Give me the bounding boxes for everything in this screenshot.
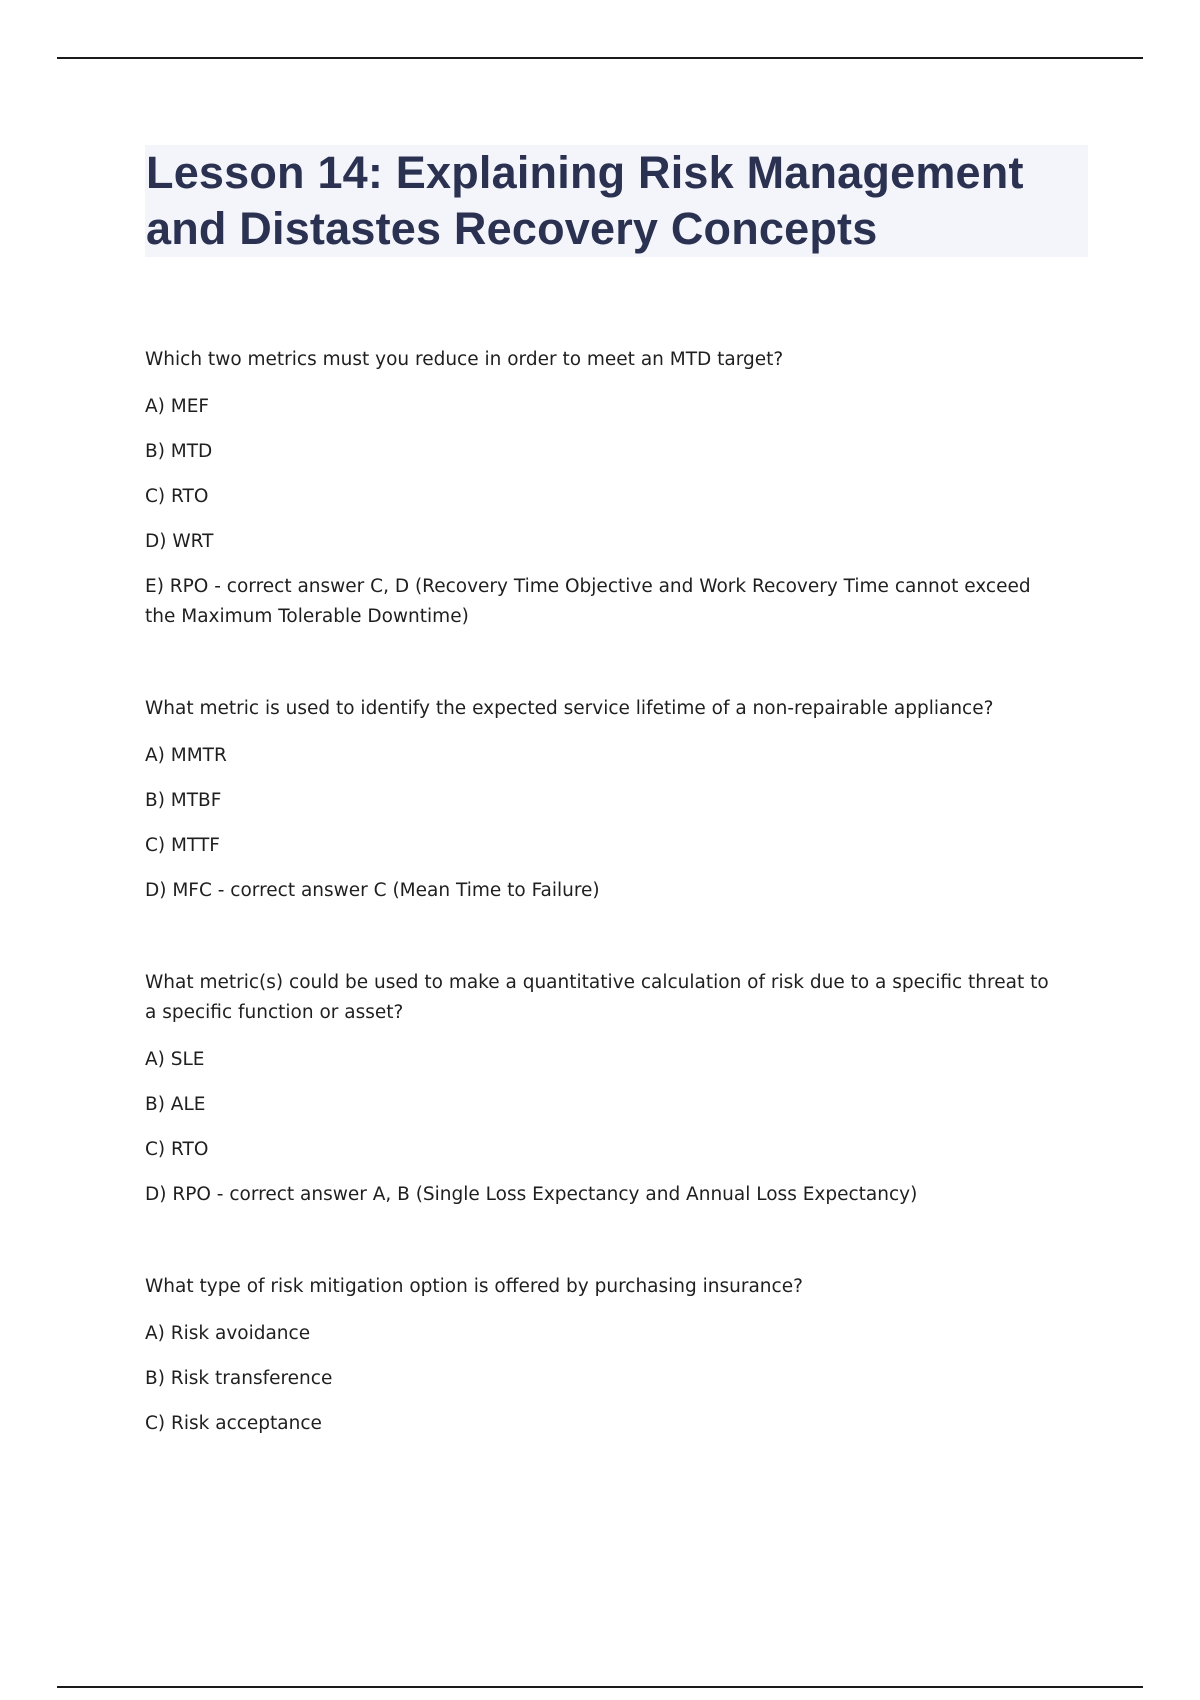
answer-option: A) Risk avoidance	[145, 1323, 311, 1344]
footer-rule	[57, 1686, 1143, 1688]
answer-option: B) MTBF	[145, 790, 222, 811]
answer-option: C) MTTF	[145, 835, 220, 856]
question-block-3	[145, 968, 1065, 1210]
answer-option: B) MTD	[145, 441, 213, 462]
answer-option: D) WRT	[145, 531, 214, 552]
header-rule	[57, 57, 1143, 59]
answer-option: A) SLE	[145, 1049, 205, 1070]
answer-option: A) MEF	[145, 396, 210, 417]
answer-option: B) Risk transference	[145, 1368, 333, 1389]
answer-option-with-answer: D) RPO - correct answer A, B (Single Loss Expectancy and Annual Loss Expectancy)	[145, 1184, 918, 1205]
question-text: What metric(s) could be used to make a quantitative calculation of risk due to a specific threat to a specific function or asset?	[145, 972, 1049, 1023]
document-body	[145, 345, 1065, 1501]
question-text: Which two metrics must you reduce in order to meet an MTD target?	[145, 349, 784, 370]
answer-option-with-answer: D) MFC - correct answer C (Mean Time to Failure)	[145, 880, 600, 901]
question-block-1	[145, 345, 1065, 632]
page-title: Lesson 14: Explaining Risk Management and Distastes Recovery Concepts	[146, 147, 1024, 254]
answer-option: A) MMTR	[145, 745, 227, 766]
question-text: What type of risk mitigation option is offered by purchasing insurance?	[145, 1276, 803, 1297]
answer-option-with-answer: E) RPO - correct answer C, D (Recovery Time Objective and Work Recovery Time cannot exceed the Maximum Tolerable Downtime)	[145, 576, 1031, 627]
answer-option: C) Risk acceptance	[145, 1413, 322, 1434]
answer-option: C) RTO	[145, 1139, 209, 1160]
question-block-2	[145, 694, 1065, 906]
answer-option: B) ALE	[145, 1094, 206, 1115]
question-text: What metric is used to identify the expected service lifetime of a non-repairable appliance?	[145, 698, 994, 719]
question-block-4	[145, 1272, 1065, 1439]
answer-option: C) RTO	[145, 486, 209, 507]
